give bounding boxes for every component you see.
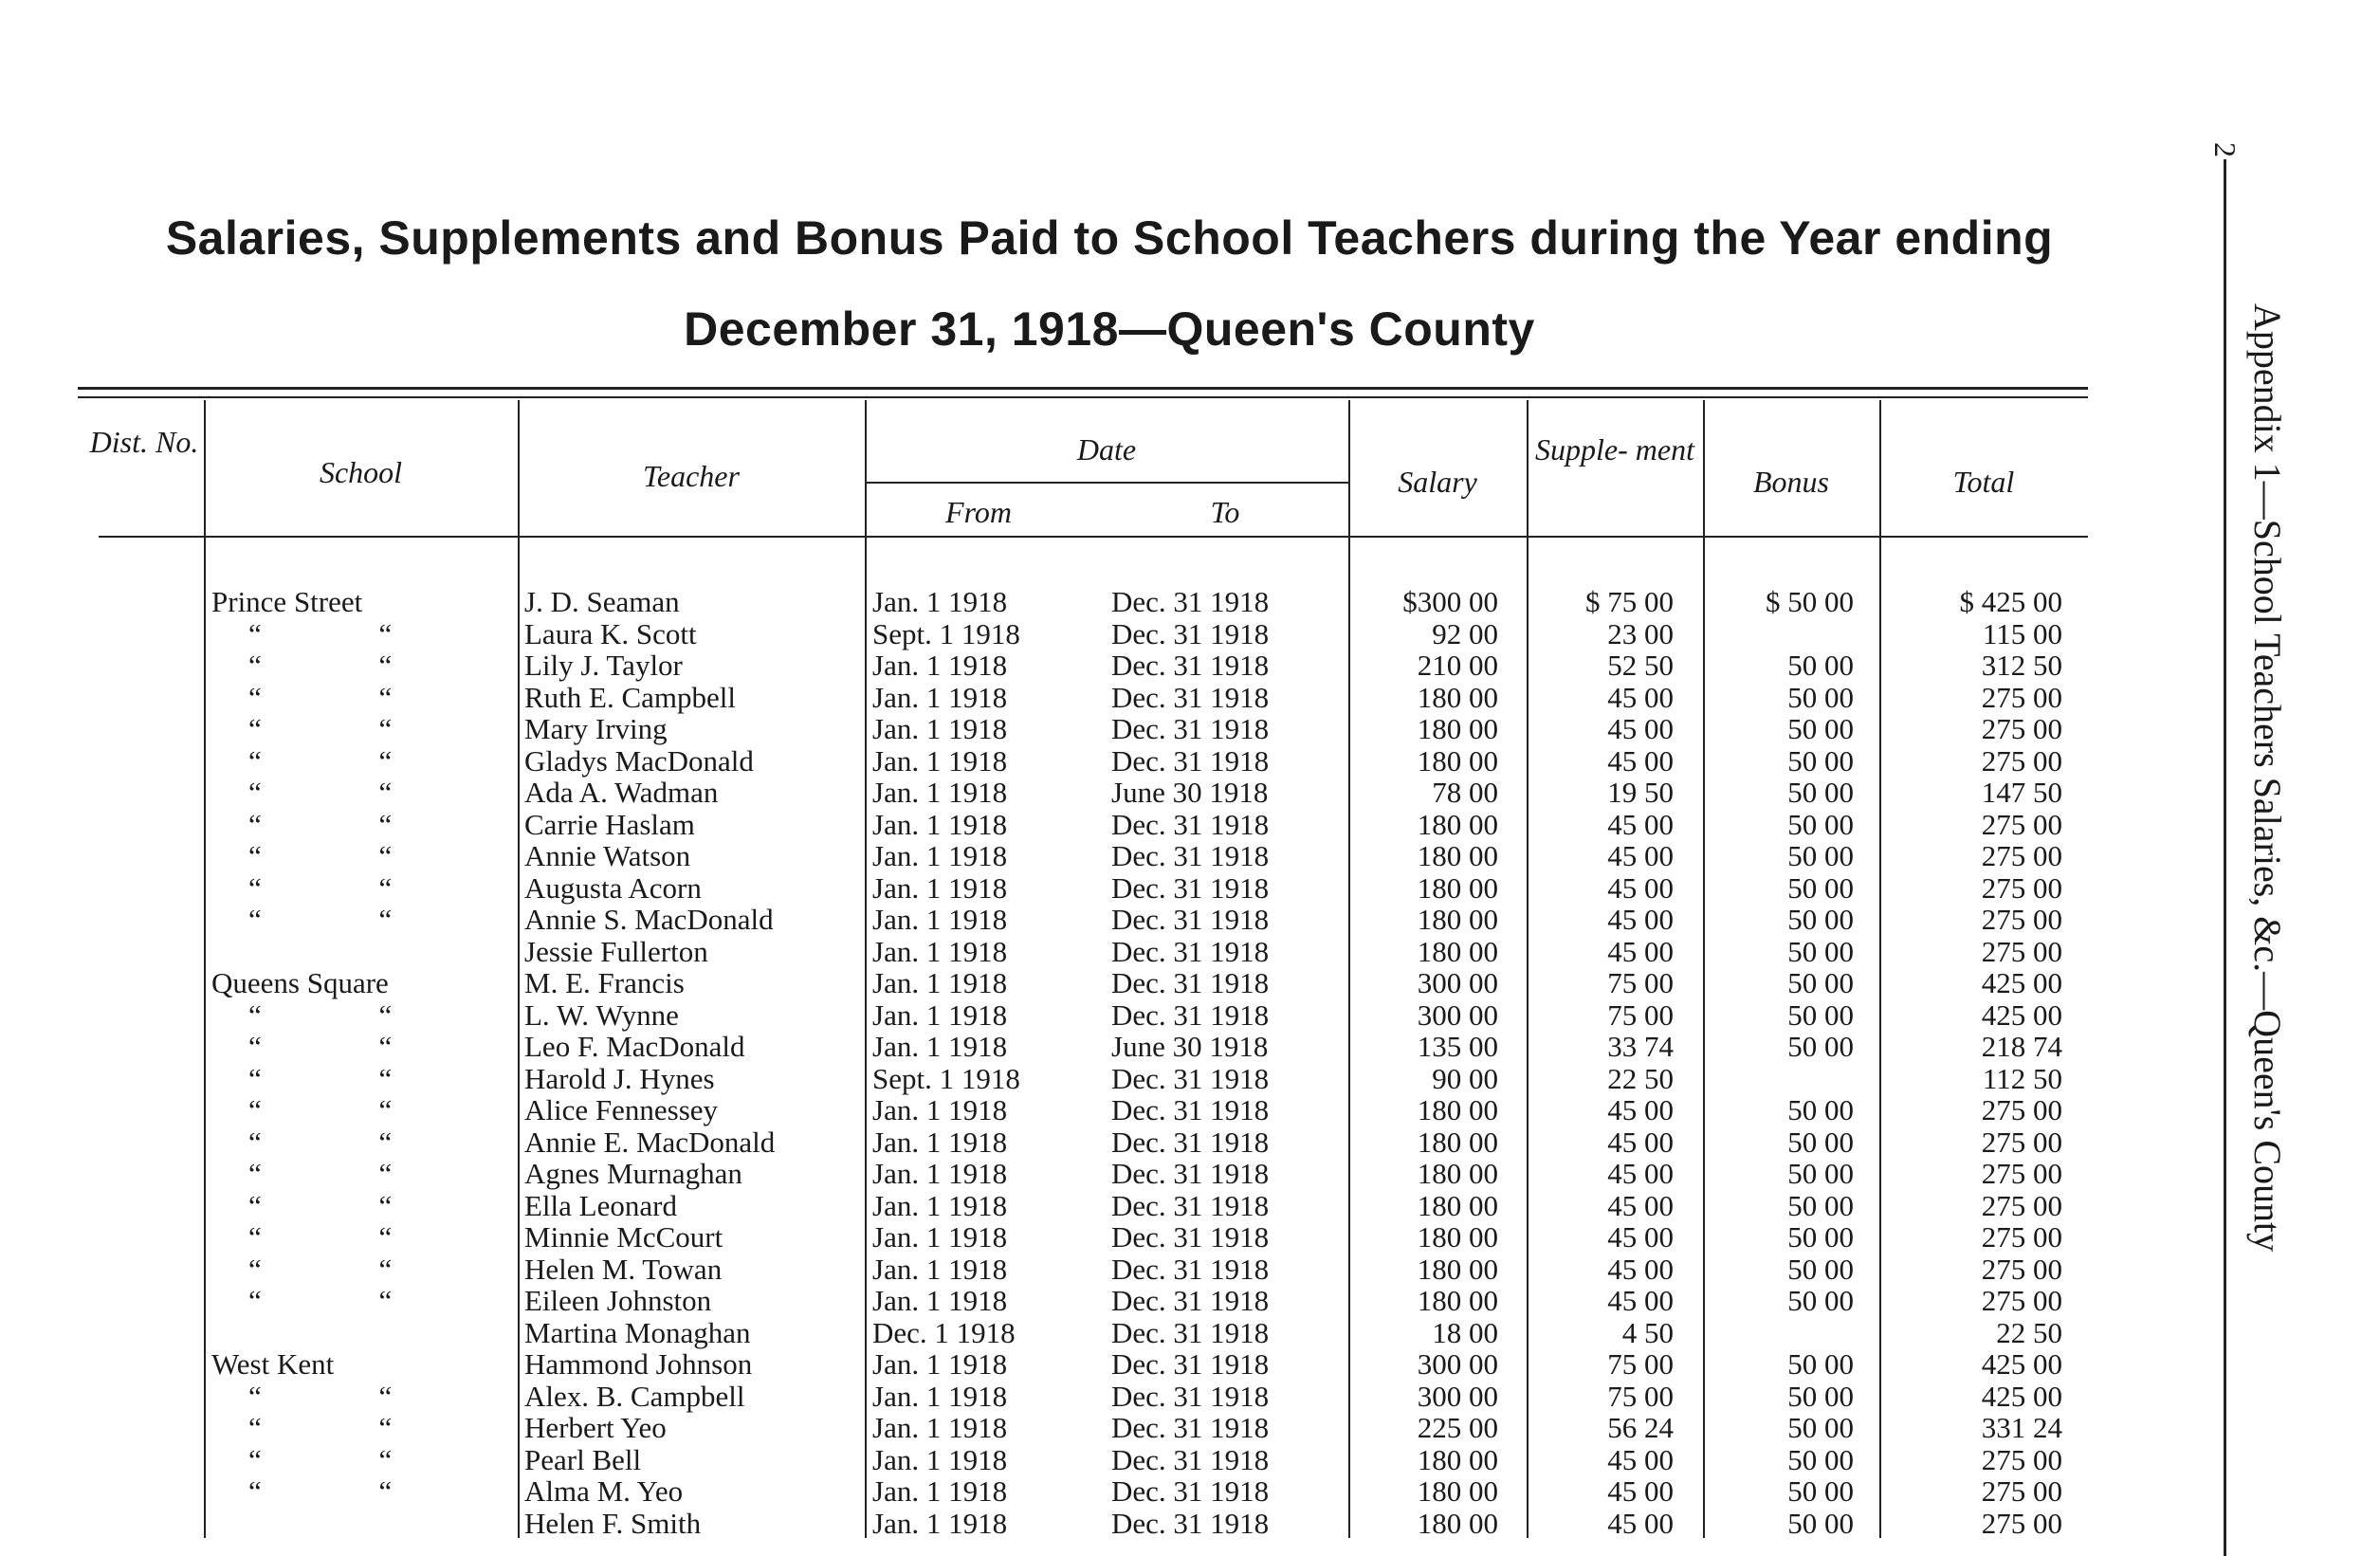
- date-to-cell: Dec. 31 1918: [1111, 1411, 1270, 1444]
- school-cell: “ “: [248, 1379, 448, 1413]
- date-from-cell: Sept. 1 1918: [872, 616, 1020, 650]
- bonus-cell: 50 00: [1787, 712, 1854, 745]
- date-from-cell: Jan. 1 1918: [872, 680, 1008, 714]
- table-row: [0, 936, 2096, 967]
- teacher-cell: Mary Irving: [524, 712, 668, 745]
- salary-cell: 180 00: [1417, 934, 1498, 968]
- school-cell: “ “: [248, 1125, 448, 1159]
- table-row: [0, 777, 2096, 808]
- table-row: [0, 904, 2096, 935]
- supplement-cell: 45 00: [1607, 1252, 1674, 1286]
- total-cell: 275 00: [1981, 934, 2062, 968]
- teacher-cell: Eileen Johnston: [524, 1284, 712, 1317]
- date-to-cell: Dec. 31 1918: [1111, 839, 1270, 872]
- table-row: [0, 1508, 2096, 1539]
- salary-cell: 135 00: [1417, 1030, 1498, 1063]
- bonus-cell: 50 00: [1787, 743, 1854, 778]
- date-from-cell: Jan. 1 1918: [872, 743, 1008, 778]
- total-cell: 275 00: [1981, 1125, 2062, 1159]
- header-school: School: [319, 455, 403, 489]
- supplement-cell: 45 00: [1607, 1474, 1674, 1508]
- salary-cell: 180 00: [1417, 1506, 1498, 1540]
- date-to-cell: Dec. 31 1918: [1111, 1061, 1270, 1095]
- supplement-cell: 52 50: [1607, 649, 1674, 682]
- salary-cell: 180 00: [1417, 1157, 1498, 1190]
- salary-cell: 92 00: [1432, 616, 1498, 650]
- teacher-cell: Augusta Acorn: [524, 870, 702, 905]
- salary-cell: 300 00: [1417, 1379, 1498, 1413]
- date-to-cell: Dec. 31 1918: [1111, 1442, 1270, 1476]
- page-number: 2: [2208, 142, 2243, 157]
- bonus-cell: 50 00: [1787, 1157, 1854, 1190]
- bonus-cell: 50 00: [1787, 870, 1854, 905]
- title-rule-bottom: [78, 396, 2088, 398]
- salary-cell: 180 00: [1417, 839, 1498, 872]
- date-to-cell: Dec. 31 1918: [1111, 1125, 1270, 1159]
- salary-cell: 300 00: [1417, 998, 1498, 1032]
- supplement-cell: 75 00: [1607, 1379, 1674, 1413]
- bonus-cell: 50 00: [1787, 934, 1854, 968]
- total-cell: 275 00: [1981, 1284, 2062, 1317]
- date-from-cell: Jan. 1 1918: [872, 870, 1008, 905]
- supplement-cell: 45 00: [1607, 1284, 1674, 1317]
- school-cell: “ “: [248, 870, 448, 905]
- date-to-cell: Dec. 31 1918: [1111, 966, 1270, 999]
- school-cell: West Kent: [211, 1347, 335, 1381]
- table-row: [0, 1412, 2096, 1443]
- school-cell: Prince Street: [211, 585, 363, 618]
- bonus-cell: $ 50 00: [1766, 585, 1854, 618]
- salary-cell: 180 00: [1417, 1220, 1498, 1254]
- running-head: Appendix 1—School Teachers Salaries, &c.—Queen's County: [2246, 303, 2289, 1253]
- date-to-cell: Dec. 31 1918: [1111, 1284, 1270, 1317]
- supplement-cell: 45 00: [1607, 712, 1674, 745]
- teacher-cell: Carrie Haslam: [524, 807, 695, 841]
- salary-cell: 180 00: [1417, 1284, 1498, 1317]
- date-to-cell: Dec. 31 1918: [1111, 649, 1270, 682]
- date-from-cell: Jan. 1 1918: [872, 1411, 1008, 1444]
- supplement-cell: 75 00: [1607, 1347, 1674, 1381]
- date-to-cell: Dec. 31 1918: [1111, 903, 1270, 936]
- date-to-cell: Dec. 31 1918: [1111, 680, 1270, 714]
- school-cell: “ “: [248, 1411, 448, 1444]
- date-to-cell: Dec. 31 1918: [1111, 1379, 1270, 1413]
- total-cell: 275 00: [1981, 1188, 2062, 1222]
- header-teacher: Teacher: [643, 459, 740, 493]
- teacher-cell: L. W. Wynne: [524, 998, 679, 1032]
- bonus-cell: 50 00: [1787, 1284, 1854, 1317]
- total-cell: 275 00: [1981, 1093, 2062, 1126]
- date-from-cell: Jan. 1 1918: [872, 1442, 1008, 1476]
- date-to-cell: Dec. 31 1918: [1111, 807, 1270, 841]
- teacher-cell: M. E. Francis: [524, 966, 685, 999]
- date-to-cell: Dec. 31 1918: [1111, 712, 1270, 745]
- date-to-cell: Dec. 31 1918: [1111, 1220, 1270, 1254]
- date-from-cell: Dec. 1 1918: [872, 1315, 1016, 1349]
- school-cell: “ “: [248, 649, 448, 682]
- teacher-cell: Minnie McCourt: [524, 1220, 723, 1254]
- bonus-cell: 50 00: [1787, 680, 1854, 714]
- bonus-cell: 50 00: [1787, 1220, 1854, 1254]
- school-cell: “ “: [248, 839, 448, 872]
- school-cell: “ “: [248, 712, 448, 745]
- school-cell: “ “: [248, 1442, 448, 1476]
- table-row: [0, 682, 2096, 713]
- date-from-cell: Jan. 1 1918: [872, 1347, 1008, 1381]
- salary-cell: 78 00: [1432, 776, 1498, 809]
- date-to-cell: June 30 1918: [1111, 776, 1269, 809]
- teacher-cell: Lily J. Taylor: [524, 649, 683, 682]
- date-from-cell: Jan. 1 1918: [872, 807, 1008, 841]
- date-from-cell: Jan. 1 1918: [872, 1220, 1008, 1254]
- bonus-cell: 50 00: [1787, 1125, 1854, 1159]
- bonus-cell: 50 00: [1787, 1252, 1854, 1286]
- salary-cell: 180 00: [1417, 1252, 1498, 1286]
- date-to-cell: Dec. 31 1918: [1111, 870, 1270, 905]
- page-title: Salaries, Supplements and Bonus Paid to School Teachers during the Year ending: [165, 211, 2054, 265]
- table-row: [0, 745, 2096, 777]
- teacher-cell: Laura K. Scott: [524, 616, 697, 650]
- teacher-cell: Ruth E. Campbell: [524, 680, 737, 714]
- salary-cell: 300 00: [1417, 966, 1498, 999]
- date-to-cell: Dec. 31 1918: [1111, 743, 1270, 778]
- date-to-cell: Dec. 31 1918: [1111, 1252, 1270, 1286]
- total-cell: 425 00: [1981, 966, 2062, 999]
- teacher-cell: Agnes Murnaghan: [524, 1157, 742, 1190]
- header-total: Total: [1952, 465, 2015, 499]
- supplement-cell: 45 00: [1607, 1188, 1674, 1222]
- teacher-cell: Jessie Fullerton: [524, 934, 708, 968]
- salary-cell: 210 00: [1417, 649, 1498, 682]
- teacher-cell: Pearl Bell: [524, 1442, 642, 1476]
- date-from-cell: Sept. 1 1918: [872, 1061, 1020, 1095]
- salary-cell: 90 00: [1432, 1061, 1498, 1095]
- teacher-cell: Annie S. MacDonald: [524, 903, 774, 936]
- date-to-cell: Dec. 31 1918: [1111, 1157, 1270, 1190]
- school-cell: “ “: [248, 680, 448, 714]
- total-cell: 22 50: [1996, 1315, 2062, 1349]
- table-row: [0, 1126, 2096, 1158]
- total-cell: 275 00: [1981, 903, 2062, 936]
- supplement-cell: 45 00: [1607, 1093, 1674, 1126]
- table-row: [0, 1190, 2096, 1221]
- supplement-cell: 23 00: [1607, 616, 1674, 650]
- supplement-cell: 22 50: [1607, 1061, 1674, 1095]
- supplement-cell: 45 00: [1607, 680, 1674, 714]
- header-bonus: Bonus: [1753, 465, 1829, 499]
- date-from-cell: Jan. 1 1918: [872, 712, 1008, 745]
- bonus-cell: 50 00: [1787, 903, 1854, 936]
- teacher-cell: Alex. B. Campbell: [524, 1379, 745, 1413]
- total-cell: 275 00: [1981, 743, 2062, 778]
- total-cell: 275 00: [1981, 839, 2062, 872]
- school-cell: “ “: [248, 1157, 448, 1190]
- total-cell: 425 00: [1981, 1347, 2062, 1381]
- date-from-cell: Jan. 1 1918: [872, 1506, 1008, 1540]
- date-header-rule: [865, 482, 1348, 484]
- bonus-cell: 50 00: [1787, 1030, 1854, 1063]
- date-from-cell: Jan. 1 1918: [872, 1093, 1008, 1126]
- teacher-cell: Ada A. Wadman: [524, 776, 719, 809]
- table-row: [0, 1285, 2096, 1316]
- header-salary: Salary: [1398, 465, 1477, 499]
- table-row: [0, 1221, 2096, 1253]
- school-cell: “ “: [248, 1030, 448, 1063]
- total-cell: 275 00: [1981, 1252, 2062, 1286]
- date-from-cell: Jan. 1 1918: [872, 934, 1008, 968]
- total-cell: 275 00: [1981, 870, 2062, 905]
- total-cell: 275 00: [1981, 680, 2062, 714]
- school-cell: “ “: [248, 998, 448, 1032]
- header-date-to: To: [1210, 495, 1240, 529]
- supplement-cell: 45 00: [1607, 1157, 1674, 1190]
- school-cell: “ “: [248, 1474, 448, 1508]
- table-row: [0, 1158, 2096, 1189]
- total-cell: 275 00: [1981, 807, 2062, 841]
- date-to-cell: Dec. 31 1918: [1111, 998, 1270, 1032]
- teacher-cell: Annie Watson: [524, 839, 691, 872]
- supplement-cell: 45 00: [1607, 807, 1674, 841]
- table-row: [0, 586, 2096, 617]
- table-row: [0, 1094, 2096, 1126]
- teacher-cell: Alice Fennessey: [524, 1093, 719, 1126]
- date-to-cell: Dec. 31 1918: [1111, 934, 1270, 968]
- school-cell: “ “: [248, 1284, 448, 1317]
- school-cell: “ “: [248, 776, 448, 809]
- total-cell: 218 74: [1981, 1030, 2062, 1063]
- salary-cell: 180 00: [1417, 1442, 1498, 1476]
- salary-cell: 180 00: [1417, 1093, 1498, 1126]
- date-from-cell: Jan. 1 1918: [872, 776, 1008, 809]
- date-from-cell: Jan. 1 1918: [872, 839, 1008, 872]
- supplement-cell: 45 00: [1607, 934, 1674, 968]
- date-to-cell: Dec. 31 1918: [1111, 1506, 1270, 1540]
- bonus-cell: 50 00: [1787, 1379, 1854, 1413]
- date-from-cell: Jan. 1 1918: [872, 1125, 1008, 1159]
- table-row: [0, 618, 2096, 650]
- total-cell: 275 00: [1981, 1474, 2062, 1508]
- teacher-cell: Helen F. Smith: [524, 1506, 702, 1540]
- teacher-cell: Alma M. Yeo: [524, 1474, 684, 1508]
- header-supplement: Supple- ment: [1535, 432, 1694, 467]
- table-row: [0, 1475, 2096, 1507]
- table-row: [0, 1063, 2096, 1094]
- teacher-cell: Annie E. MacDonald: [524, 1125, 776, 1159]
- bonus-cell: 50 00: [1787, 1411, 1854, 1444]
- salary-cell: 300 00: [1417, 1347, 1498, 1381]
- total-cell: $ 425 00: [1959, 585, 2062, 618]
- teacher-cell: Gladys MacDonald: [524, 743, 754, 778]
- total-cell: 112 50: [1982, 1061, 2062, 1095]
- supplement-cell: 75 00: [1607, 998, 1674, 1032]
- header-bottom-rule: [99, 536, 2088, 538]
- school-cell: “ “: [248, 1093, 448, 1126]
- date-from-cell: Jan. 1 1918: [872, 1188, 1008, 1222]
- salary-cell: 180 00: [1417, 1125, 1498, 1159]
- bonus-cell: 50 00: [1787, 776, 1854, 809]
- total-cell: 147 50: [1981, 776, 2062, 809]
- school-cell: “ “: [248, 807, 448, 841]
- date-from-cell: Jan. 1 1918: [872, 649, 1008, 682]
- school-cell: “ “: [248, 743, 448, 778]
- salary-cell: 180 00: [1417, 712, 1498, 745]
- supplement-cell: 45 00: [1607, 839, 1674, 872]
- date-to-cell: Dec. 31 1918: [1111, 1315, 1270, 1349]
- salary-cell: 225 00: [1417, 1411, 1498, 1444]
- supplement-cell: 45 00: [1607, 870, 1674, 905]
- salary-cell: 18 00: [1432, 1315, 1498, 1349]
- salary-cell: 180 00: [1417, 1474, 1498, 1508]
- school-cell: “ “: [248, 1061, 448, 1095]
- bonus-cell: 50 00: [1787, 998, 1854, 1032]
- bonus-cell: 50 00: [1787, 807, 1854, 841]
- total-cell: 425 00: [1981, 1379, 2062, 1413]
- teacher-cell: J. D. Seaman: [524, 585, 680, 618]
- table-row: [0, 1254, 2096, 1285]
- table-row: [0, 1348, 2096, 1380]
- school-cell: “ “: [248, 1220, 448, 1254]
- bonus-cell: 50 00: [1787, 1093, 1854, 1126]
- table-row: [0, 1444, 2096, 1475]
- teacher-cell: Martina Monaghan: [524, 1315, 751, 1349]
- bonus-cell: 50 00: [1787, 1347, 1854, 1381]
- date-from-cell: Jan. 1 1918: [872, 1030, 1008, 1063]
- date-from-cell: Jan. 1 1918: [872, 1157, 1008, 1190]
- date-from-cell: Jan. 1 1918: [872, 1379, 1008, 1413]
- date-to-cell: Dec. 31 1918: [1111, 1188, 1270, 1222]
- header-date: Date: [1076, 432, 1137, 467]
- total-cell: 275 00: [1981, 712, 2062, 745]
- school-cell: “ “: [248, 616, 448, 650]
- date-from-cell: Jan. 1 1918: [872, 966, 1008, 999]
- supplement-cell: 19 50: [1607, 776, 1674, 809]
- running-head-rule: [2224, 159, 2226, 1556]
- table-row: [0, 1317, 2096, 1348]
- school-cell: “ “: [248, 1188, 448, 1222]
- teacher-cell: Hammond Johnson: [524, 1347, 753, 1381]
- supplement-cell: 45 00: [1607, 1220, 1674, 1254]
- date-from-cell: Jan. 1 1918: [872, 1252, 1008, 1286]
- school-cell: Queens Square: [211, 966, 389, 999]
- header-date-from: From: [945, 495, 1012, 529]
- teacher-cell: Leo F. MacDonald: [524, 1030, 745, 1063]
- date-to-cell: Dec. 31 1918: [1111, 1093, 1270, 1126]
- supplement-cell: 33 74: [1607, 1030, 1674, 1063]
- teacher-cell: Helen M. Towan: [524, 1252, 723, 1286]
- teacher-cell: Ella Leonard: [524, 1188, 677, 1222]
- supplement-cell: 45 00: [1607, 1442, 1674, 1476]
- date-from-cell: Jan. 1 1918: [872, 903, 1008, 936]
- bonus-cell: 50 00: [1787, 839, 1854, 872]
- bonus-cell: 50 00: [1787, 1474, 1854, 1508]
- date-to-cell: Dec. 31 1918: [1111, 585, 1270, 618]
- total-cell: 331 24: [1981, 1411, 2062, 1444]
- bonus-cell: 50 00: [1787, 1188, 1854, 1222]
- salary-cell: 180 00: [1417, 870, 1498, 905]
- date-to-cell: Dec. 31 1918: [1111, 1347, 1270, 1381]
- salary-cell: 180 00: [1417, 807, 1498, 841]
- total-cell: 275 00: [1981, 1506, 2062, 1540]
- teacher-cell: Harold J. Hynes: [524, 1061, 715, 1095]
- date-from-cell: Jan. 1 1918: [872, 998, 1008, 1032]
- salary-cell: 180 00: [1417, 680, 1498, 714]
- table-row: [0, 967, 2096, 998]
- table-row: [0, 809, 2096, 840]
- date-from-cell: Jan. 1 1918: [872, 1284, 1008, 1317]
- supplement-cell: 4 50: [1621, 1315, 1674, 1349]
- salary-cell: 180 00: [1417, 743, 1498, 778]
- total-cell: 425 00: [1981, 998, 2062, 1032]
- supplement-cell: 56 24: [1607, 1411, 1674, 1444]
- salary-cell: 180 00: [1417, 903, 1498, 936]
- table-row: [0, 713, 2096, 744]
- table-row: [0, 872, 2096, 904]
- supplement-cell: 45 00: [1607, 1125, 1674, 1159]
- bonus-cell: 50 00: [1787, 1506, 1854, 1540]
- title-rule-top: [78, 387, 2088, 390]
- school-cell: “ “: [248, 1252, 448, 1286]
- table-row: [0, 840, 2096, 871]
- total-cell: 275 00: [1981, 1442, 2062, 1476]
- supplement-cell: 45 00: [1607, 1506, 1674, 1540]
- salary-cell: $300 00: [1402, 585, 1498, 618]
- date-to-cell: June 30 1918: [1111, 1030, 1269, 1063]
- header-dist-no: Dist. No.: [89, 425, 199, 459]
- page-subtitle: December 31, 1918—Queen's County: [684, 302, 1535, 356]
- table-row: [0, 999, 2096, 1031]
- supplement-cell: $ 75 00: [1585, 585, 1674, 618]
- date-from-cell: Jan. 1 1918: [872, 585, 1008, 618]
- teacher-cell: Herbert Yeo: [524, 1411, 667, 1444]
- total-cell: 115 00: [1982, 616, 2062, 650]
- supplement-cell: 45 00: [1607, 903, 1674, 936]
- bonus-cell: 50 00: [1787, 1442, 1854, 1476]
- date-to-cell: Dec. 31 1918: [1111, 1474, 1270, 1508]
- date-to-cell: Dec. 31 1918: [1111, 616, 1270, 650]
- date-from-cell: Jan. 1 1918: [872, 1474, 1008, 1508]
- salary-cell: 180 00: [1417, 1188, 1498, 1222]
- table-row: [0, 650, 2096, 681]
- bonus-cell: 50 00: [1787, 649, 1854, 682]
- total-cell: 312 50: [1981, 649, 2062, 682]
- school-cell: “ “: [248, 903, 448, 936]
- supplement-cell: 75 00: [1607, 966, 1674, 999]
- bonus-cell: 50 00: [1787, 966, 1854, 999]
- supplement-cell: 45 00: [1607, 743, 1674, 778]
- table-row: [0, 1031, 2096, 1062]
- table-row: [0, 1381, 2096, 1412]
- total-cell: 275 00: [1981, 1157, 2062, 1190]
- total-cell: 275 00: [1981, 1220, 2062, 1254]
